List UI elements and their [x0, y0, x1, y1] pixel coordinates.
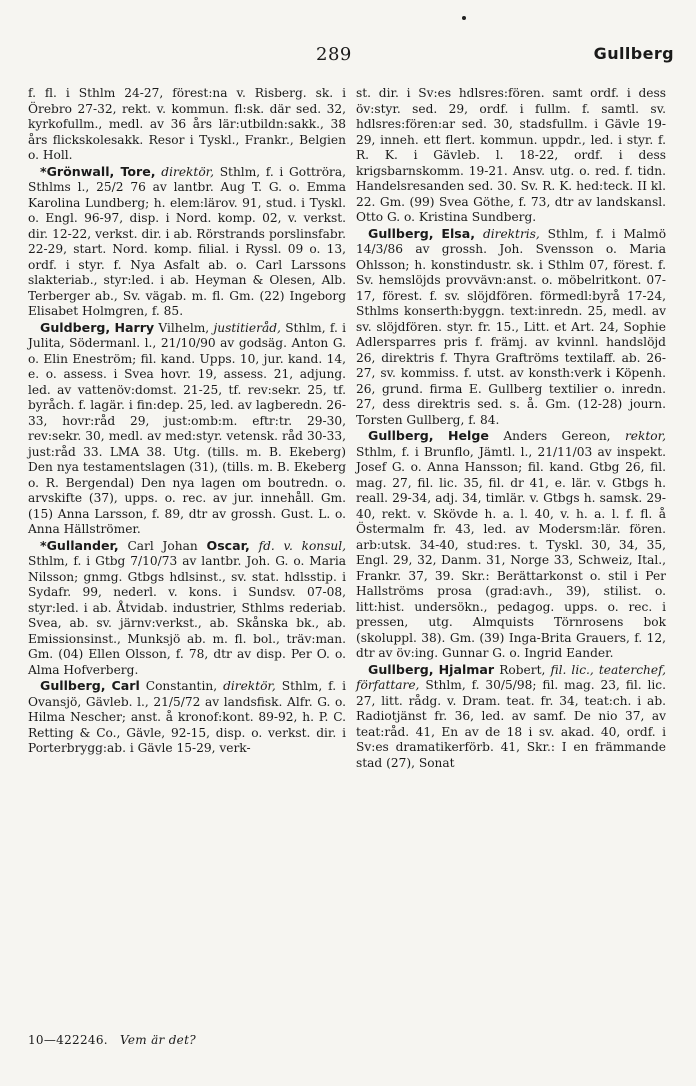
- entry-given-rest: Vilhelm,: [158, 320, 210, 335]
- entry-given-name: Carl: [111, 678, 140, 693]
- biography-entry: [28, 320, 346, 538]
- entry-title: direktör,: [223, 679, 276, 693]
- entry-given: Carl Johan: [127, 538, 198, 553]
- entry-given-rest: Constantin,: [145, 679, 218, 693]
- entry-text: Sthlm, f. i Julita, Södermanl. l., 21/10/90 av godsäg. Anton G. o. Elin Eneström; fil. kand. Upps. 10, jur. kand. 14, e. o. assess. i Svea hovr. 19, assess. 21, adjung. led. av vattenöv:domst. 21-25, tf. rev:sekr. 25, tf. byråch. f. lagär. i fin:dep. 25, led. av lagberedn. 26-33, hovr:råd 29, just:omb:m. eftr:tr. 29-30, rev:sekr. 30, medl. av med:styr. vetensk. råd 30-33, just:råd 33. LMA 38. Utg. (tills. m. B. Ekeberg) Den nya testamentslagen (31), (tills. m. B. Ekeberg o. R. Bergendal) Den nya lagen om boutredn. o. arvskifte (37), upps. o. rec. av jur. innehåll. Gm. (15) Anna Larsson, f. 89, dtr av grossh. Gust. L. o. Anna Hällströmer.: [28, 320, 346, 536]
- footer-motto: Vem är det?: [120, 1033, 196, 1047]
- entry-name: Gullberg,: [368, 661, 434, 677]
- printer-signature: 10—422246.: [28, 1033, 108, 1047]
- entry-name: Gullberg,: [40, 678, 106, 693]
- biography-entry: [356, 662, 666, 772]
- entry-text: Sthlm, f. i Ovansjö, Gävleb. l., 21/5/72 av landsfisk. Alfr. G. o. Hilma Nescher; anst. å kronof:kont. 89-92, h. P. C. Retting & Co., Gävle, 92-15, disp. o. verkst. dir. i Porterbrygg:ab. i Gävle 15-29, verk-: [28, 679, 346, 755]
- entry-given-name: Helge: [447, 428, 489, 443]
- entry-given-rest: Anders Gereon,: [503, 429, 611, 443]
- entry-title: direktör,: [161, 164, 215, 179]
- entry-given-name: Harry: [114, 319, 155, 335]
- entry-given-rest: Robert,: [499, 662, 546, 677]
- entry-given-name: Hjalmar: [438, 661, 495, 677]
- entry-text: st. dir. i Sv:es hdlsres:fören. samt ordf. i dess öv:styr. sed. 29, ordf. i fullm. f. samtl. sv. hdlsres:fören:ar sed. 30, stadsfullm. i Gävle 19-29, inneh. ett flert. kommun. uppdr., led. i styr. f. R. K. i Gävleb. l. 18-22, ordf. i dess krigsbarnskomm. 19-21. Ansv. utg. o. red. f. tidn. Handelsresanden sed. 30. Sv. R. K. hed:teck. II kl. 22. Gm. (99) Svea Göthe, f. 73, dtr av landskansl. Otto G. o. Kristina Sundberg.: [356, 86, 666, 224]
- entry-text: Sthlm, f. 30/5/98; fil. mag. 23, fil. lic. 27, litt. rådg. v. Dram. teat. fr. 34, teat:ch. i ab. Radiotjänst fr. 36, led. av samf. De nio 37, av teat:råd. 41, En av de 18 i sv. akad. 40, ordf. i Sv:es dramatikerförb. 41, Skr.: I en främmande stad (27), Sonat: [356, 678, 667, 770]
- right-column: [356, 86, 666, 771]
- biography-entry: [28, 678, 346, 757]
- running-head: Gullberg: [593, 44, 674, 63]
- entry-title: direktris,: [482, 226, 540, 241]
- ink-dot: [462, 16, 466, 20]
- entry-given-name: Elsa,: [441, 225, 476, 241]
- biography-entry: [356, 226, 666, 429]
- biography-entry: [28, 538, 346, 679]
- biography-entry: [356, 428, 666, 662]
- page-number: 289: [316, 44, 352, 65]
- entry-given-name: Oscar,: [206, 537, 250, 553]
- entry-name: *Gullander,: [40, 537, 119, 553]
- left-column: [28, 86, 346, 757]
- entry-text: Sthlm, f. i Malmö 14/3/86 av grossh. Joh. Svensson o. Maria Ohlsson; h. konstindustr. sk. i Sthlm 07, förest. f. Sv. hemslöjds provvävn:anst. o. möbelritkont. 07-17, förest. f. sv. slöjdfören. förmedl:byrå 17-24, Sthlms konserth:byggn. text:inredn. 25, medl. av sv. slöjdfören. styr. fr. 15., Litt. et Art. 24, Sophie Adlersparres pris f. främj. av kvinnl. handslöjd 26, direktris f. Thyra Graftröms textilaff. ab. 26-27, sv. kommiss. f. utst. av konsth:verk i Köpenh. 26, grund. firma E. Gullberg textilier o. inredn. 27, dess direktris sed. s. å. Gm. (12-28) journ. Torsten Gullberg, f. 84.: [356, 226, 667, 427]
- page-header: [0, 44, 696, 74]
- entry-title: fd. v. konsul,: [258, 538, 347, 553]
- page-footer: [28, 1033, 196, 1047]
- continued-entry: [356, 86, 666, 226]
- entry-name: *Grönwall, Tore,: [40, 163, 156, 179]
- entry-title: justitieråd,: [213, 320, 281, 335]
- entry-text: Sthlm, f. i Gottröra, Sthlms l., 25/2 76 av lantbr. Aug T. G. o. Emma Karolina Lundberg; h. elem:lärov. 91, stud. i Tyskl. o. Engl. 96-97, disp. i Nord. komp. 02, v. verkst. dir. 12-22, verkst. dir. i ab. Rörstrands porslinsfabr. 22-29, start. Nord. komp. filial. i Ryssl. 09 o. 13, ordf. i styr. f. Nya Asfalt ab. o. Carl Larssons slakteriab., styr:led. i ab. Heyman & Olesen, Alb. Terberger ab., Sv. vägab. m. fl. Gm. (22) Ingeborg Elisabet Holmgren, f. 85.: [28, 164, 347, 318]
- entry-name: Gullberg,: [368, 428, 434, 443]
- entry-name: Guldberg,: [40, 319, 111, 335]
- entry-text: Sthlm, f. i Brunflo, Jämtl. l., 21/11/03 av inspekt. Josef G. o. Anna Hansson; fil. kand. Gtbg 26, fil. mag. 27, fil. lic. 35, fil. dr 41, e. lär. v. Gtbgs h. reall. 29-34, adj. 34, timlär. v. Gtbgs h. samsk. 29-40, rekt. v. Skövde h. a. l. 40, v. h. a. l. f. fl. å Östermalm fr. 43, led. av Modersm:lär. fören. arb:utsk. 34-40, stud:res. t. Tyskl. 30, 34, 35, Engl. 29, 32, Danm. 31, Norge 33, Schweiz, Ital., Frankr. 37, 39. Skr.: Berättarkonst o. stil i Per Hallströms prosa (grad:avh., 39), stilist. o. litt:hist. undersökn., pedagog. upps. o. rec. i pressen, utg. Almquists Törnrosens bok (skoluppl. 38). Gm. (39) Inga-Brita Grauers, f. 12, dtr av öv:ing. Gunnar G. o. Ingrid Eander.: [356, 444, 666, 660]
- entry-title: rektor,: [624, 429, 666, 443]
- entry-text: Sthlm, f. i Gtbg 7/10/73 av lantbr. Joh. G. o. Maria Nilsson; gnmg. Gtbgs hdlsinst., sv. stat. hdlsstip. i Sydafr. 99, nederl. v. kons. i Sundsv. 07-08, styr:led. i ab. Åtvidab. industrier, Sthlms rederiab. Svea, ab. sv. järnv:verkst., ab. Skånska bk., ab. Emissionsinst., Munksjö ab. m. fl. bol., träv:man. Gm. (04) Ellen Olsson, f. 78, dtr av disp. Per O. o. Alma Hofverberg.: [28, 554, 346, 677]
- entry-title: fil. lic., teaterchef, författare,: [356, 662, 667, 692]
- biography-entry: [28, 164, 346, 320]
- continued-entry: [28, 86, 346, 164]
- entry-name: Gullberg,: [368, 225, 434, 241]
- entry-text: f. fl. i Sthlm 24-27, förest:na v. Risberg. sk. i Örebro 27-32, rekt. v. kommun. fl:sk. där sed. 32, kyrkofullm., medl. av 36 års lär:utbildn:sakk., 38 års flickskolesakk. Resor i Tyskl., Frankr., Belgien o. Holl.: [28, 86, 346, 162]
